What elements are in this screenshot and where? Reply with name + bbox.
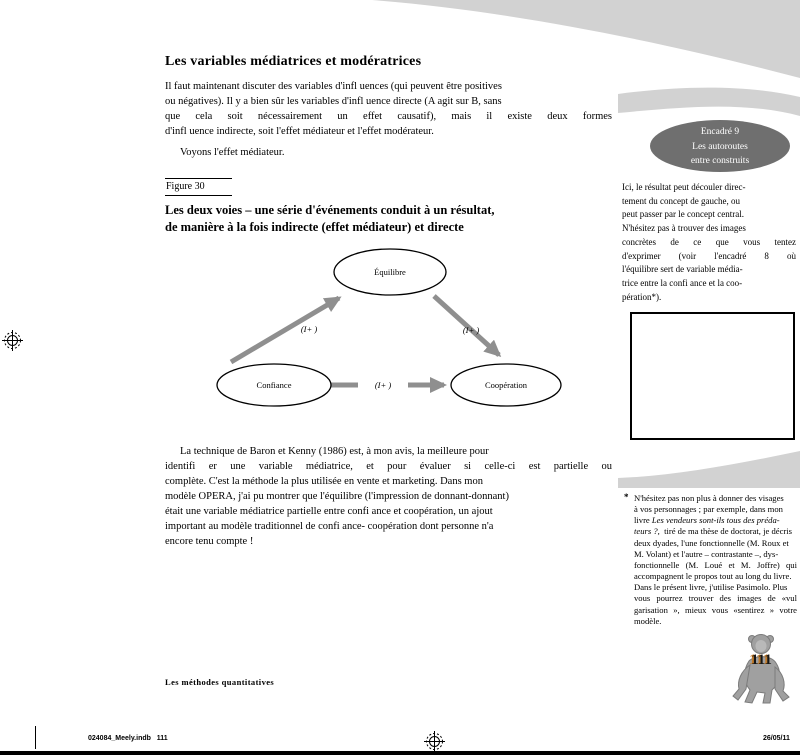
- node-cooperation-label: Coopération: [484, 380, 528, 390]
- registration-mark-icon: [2, 330, 24, 352]
- footer-filename: 024084_Meely.indb 111: [88, 735, 168, 742]
- footer-crop-mark: [35, 726, 36, 749]
- running-footer: Les méthodes quantitatives: [165, 677, 275, 687]
- paragraph-intro: Il faut maintenant discuter des variables d'infl uences (qui peuvent être positives ou négatives). Il y a bien sûr les variables d'infl uence directe (A agit sur B, sans que cela soit nécessairement un effet causatif), mais il existe deux formes d'infl uence indirecte, soit l'effet médiateur et l'effet modérateur.: [165, 81, 612, 137]
- encadre-title: Les autoroutes entre construits: [690, 141, 750, 166]
- encadre-title-ellipse: [650, 120, 790, 172]
- encadre-footer-swoosh: [618, 448, 800, 489]
- node-confiance-label: Confiance: [256, 380, 292, 390]
- footnote-text: N'hésitez pas non plus à donner des visages à vos personnages ; par exemple, dans mon livre Les vendeurs sont-ils tous des préda- teurs ?, tiré de ma thèse de doctorat, je décris deux dyades, l'une fonctionnelle (M. Roux et M. Volant) et l'autre – contrastante –, dys- fonctionnelle (M. Loué et M. Joffre) qui accompagnent le propos tout au long du livre. Dans le présent livre, j'utilise Pasimolo. Plus vous pourrez trouver des images de «vul garisation », mieux vous «sentirez » votre modèle.: [634, 493, 797, 626]
- edge-label-bottom: (I+ ): [374, 380, 392, 390]
- footnote-marker: *: [624, 492, 629, 502]
- paragraph-voyons: Voyons l'effet médiateur.: [180, 147, 285, 158]
- edge-confiance-equilibre: [231, 298, 339, 362]
- mediation-diagram: [198, 246, 618, 418]
- bottom-border-bar: [0, 751, 800, 755]
- encadre-header-swoosh: [618, 84, 800, 120]
- footer-date: 26/05/11: [763, 735, 790, 742]
- encadre-number: Encadré 9: [700, 127, 740, 137]
- registration-mark-icon: [424, 731, 446, 753]
- paragraph-baron-kenny: La technique de Baron et Kenny (1986) est, à mon avis, la meilleure pour identifi er une variable médiatrice, et pour évaluer si celle-ci est partielle ou complète. C'est la méthode la plus utilisée en vente et marketing. Dans mon modèle OPERA, j'ai pu montrer que l'équilibre (l'impression de donnant-donnant) était une variable médiatrice partielle entre confi ance et coopération, un ajout important au modèle traditionnel de confi ance- coopération dont personne n'a encore tenu compte !: [165, 446, 612, 547]
- page-title: Les variables médiatrices et modératrices: [165, 54, 422, 69]
- figure-title: Les deux voies – une série d'événements conduit à un résultat, de manière à la fois indirecte (effet médiateur) et directe: [165, 203, 495, 234]
- figure-label: Figure 30: [165, 178, 232, 196]
- encadre-body-text: Ici, le résultat peut découler direc- tement du concept de gauche, ou peut passer par le concept central. N'hésitez pas à trouver des images concrètes de ce que vous tentez d'exprimer (voir l'encadré 8 où l'équilibre sert de variable média- trice entre la confi ance et la coo- pération*).: [622, 182, 796, 302]
- encadre-empty-frame: [630, 312, 795, 440]
- node-equilibre-label: Équilibre: [374, 267, 406, 277]
- edge-label-right: (I+ ): [462, 325, 480, 335]
- edge-label-left: (I+ ): [300, 324, 318, 334]
- page-number-badge: 111: [751, 652, 772, 668]
